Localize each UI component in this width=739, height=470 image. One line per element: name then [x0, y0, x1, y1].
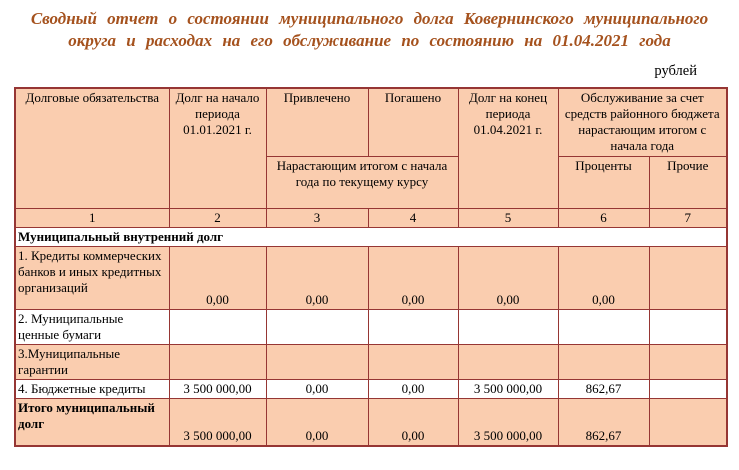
- row-label: 1. Кредиты коммерческих банков и иных кредитных организаций: [15, 246, 169, 309]
- table-row: [15, 246, 727, 309]
- header-cell-cumulative: Нарастающим итогом с начала года по текущему курсу: [266, 156, 458, 208]
- report-title-line1: Сводный отчет о состоянии муниципального долга Ковернинского муниципального: [30, 9, 709, 28]
- column-number: 4: [368, 208, 458, 227]
- value-cell: [458, 344, 558, 379]
- section-row: [15, 227, 727, 246]
- value-cell: 0,00: [368, 398, 458, 446]
- value-cell: [649, 379, 727, 398]
- value-cell: [368, 344, 458, 379]
- value-cell: 0,00: [169, 246, 266, 309]
- value-cell: [558, 344, 649, 379]
- report-title: [20, 0, 720, 52]
- header-cell-debt-end: Долг на конец периода 01.04.2021 г.: [458, 88, 558, 208]
- header-cell-debt-start: Долг на начало периода 01.01.2021 г.: [169, 88, 266, 208]
- header-cell-interest: Проценты: [558, 156, 649, 208]
- value-cell: [649, 344, 727, 379]
- value-cell: [266, 309, 368, 344]
- column-number: 1: [15, 208, 169, 227]
- units-label: рублей: [654, 63, 697, 79]
- total-row-label: Итого муниципальный долг: [15, 398, 169, 446]
- column-number: 5: [458, 208, 558, 227]
- value-cell: 3 500 000,00: [458, 398, 558, 446]
- value-cell: 3 500 000,00: [458, 379, 558, 398]
- value-cell: 3 500 000,00: [169, 379, 266, 398]
- value-cell: 0,00: [266, 379, 368, 398]
- value-cell: [169, 344, 266, 379]
- column-number: 6: [558, 208, 649, 227]
- value-cell: 862,67: [558, 398, 649, 446]
- column-numbers-row: [15, 208, 727, 227]
- row-label: 2. Муниципальные ценные бумаги: [15, 309, 169, 344]
- value-cell: [458, 309, 558, 344]
- value-cell: 0,00: [266, 246, 368, 309]
- report-title-line2: округа и расходах на его обслуживание по состоянию на 01.04.2021 года: [68, 31, 671, 50]
- value-cell: [169, 309, 266, 344]
- section-title: Муниципальный внутренний долг: [15, 227, 727, 246]
- value-cell: [649, 398, 727, 446]
- header-cell-other: Прочие: [649, 156, 727, 208]
- header-row-1: [15, 88, 727, 156]
- table-row: [15, 344, 727, 379]
- table-row: [15, 309, 727, 344]
- value-cell: 0,00: [368, 246, 458, 309]
- debt-table: [14, 87, 728, 447]
- value-cell: 0,00: [266, 398, 368, 446]
- value-cell: 0,00: [458, 246, 558, 309]
- value-cell: [266, 344, 368, 379]
- value-cell: 0,00: [368, 379, 458, 398]
- row-label: 4. Бюджетные кредиты: [15, 379, 169, 398]
- value-cell: 3 500 000,00: [169, 398, 266, 446]
- value-cell: [368, 309, 458, 344]
- header-cell-raised: Привлечено: [266, 88, 368, 156]
- column-number: 7: [649, 208, 727, 227]
- row-label: 3.Муниципальные гарантии: [15, 344, 169, 379]
- value-cell: [649, 309, 727, 344]
- column-number: 2: [169, 208, 266, 227]
- header-cell-debt-obligations: Долговые обязательства: [15, 88, 169, 208]
- value-cell: 862,67: [558, 379, 649, 398]
- header-cell-repaid: Погашено: [368, 88, 458, 156]
- column-number: 3: [266, 208, 368, 227]
- total-row: [15, 398, 727, 446]
- value-cell: [649, 246, 727, 309]
- value-cell: 0,00: [558, 246, 649, 309]
- value-cell: [558, 309, 649, 344]
- table-row: [15, 379, 727, 398]
- header-cell-servicing: Обслуживание за счет средств районного бюджета нарастающим итогом с начала года: [558, 88, 727, 156]
